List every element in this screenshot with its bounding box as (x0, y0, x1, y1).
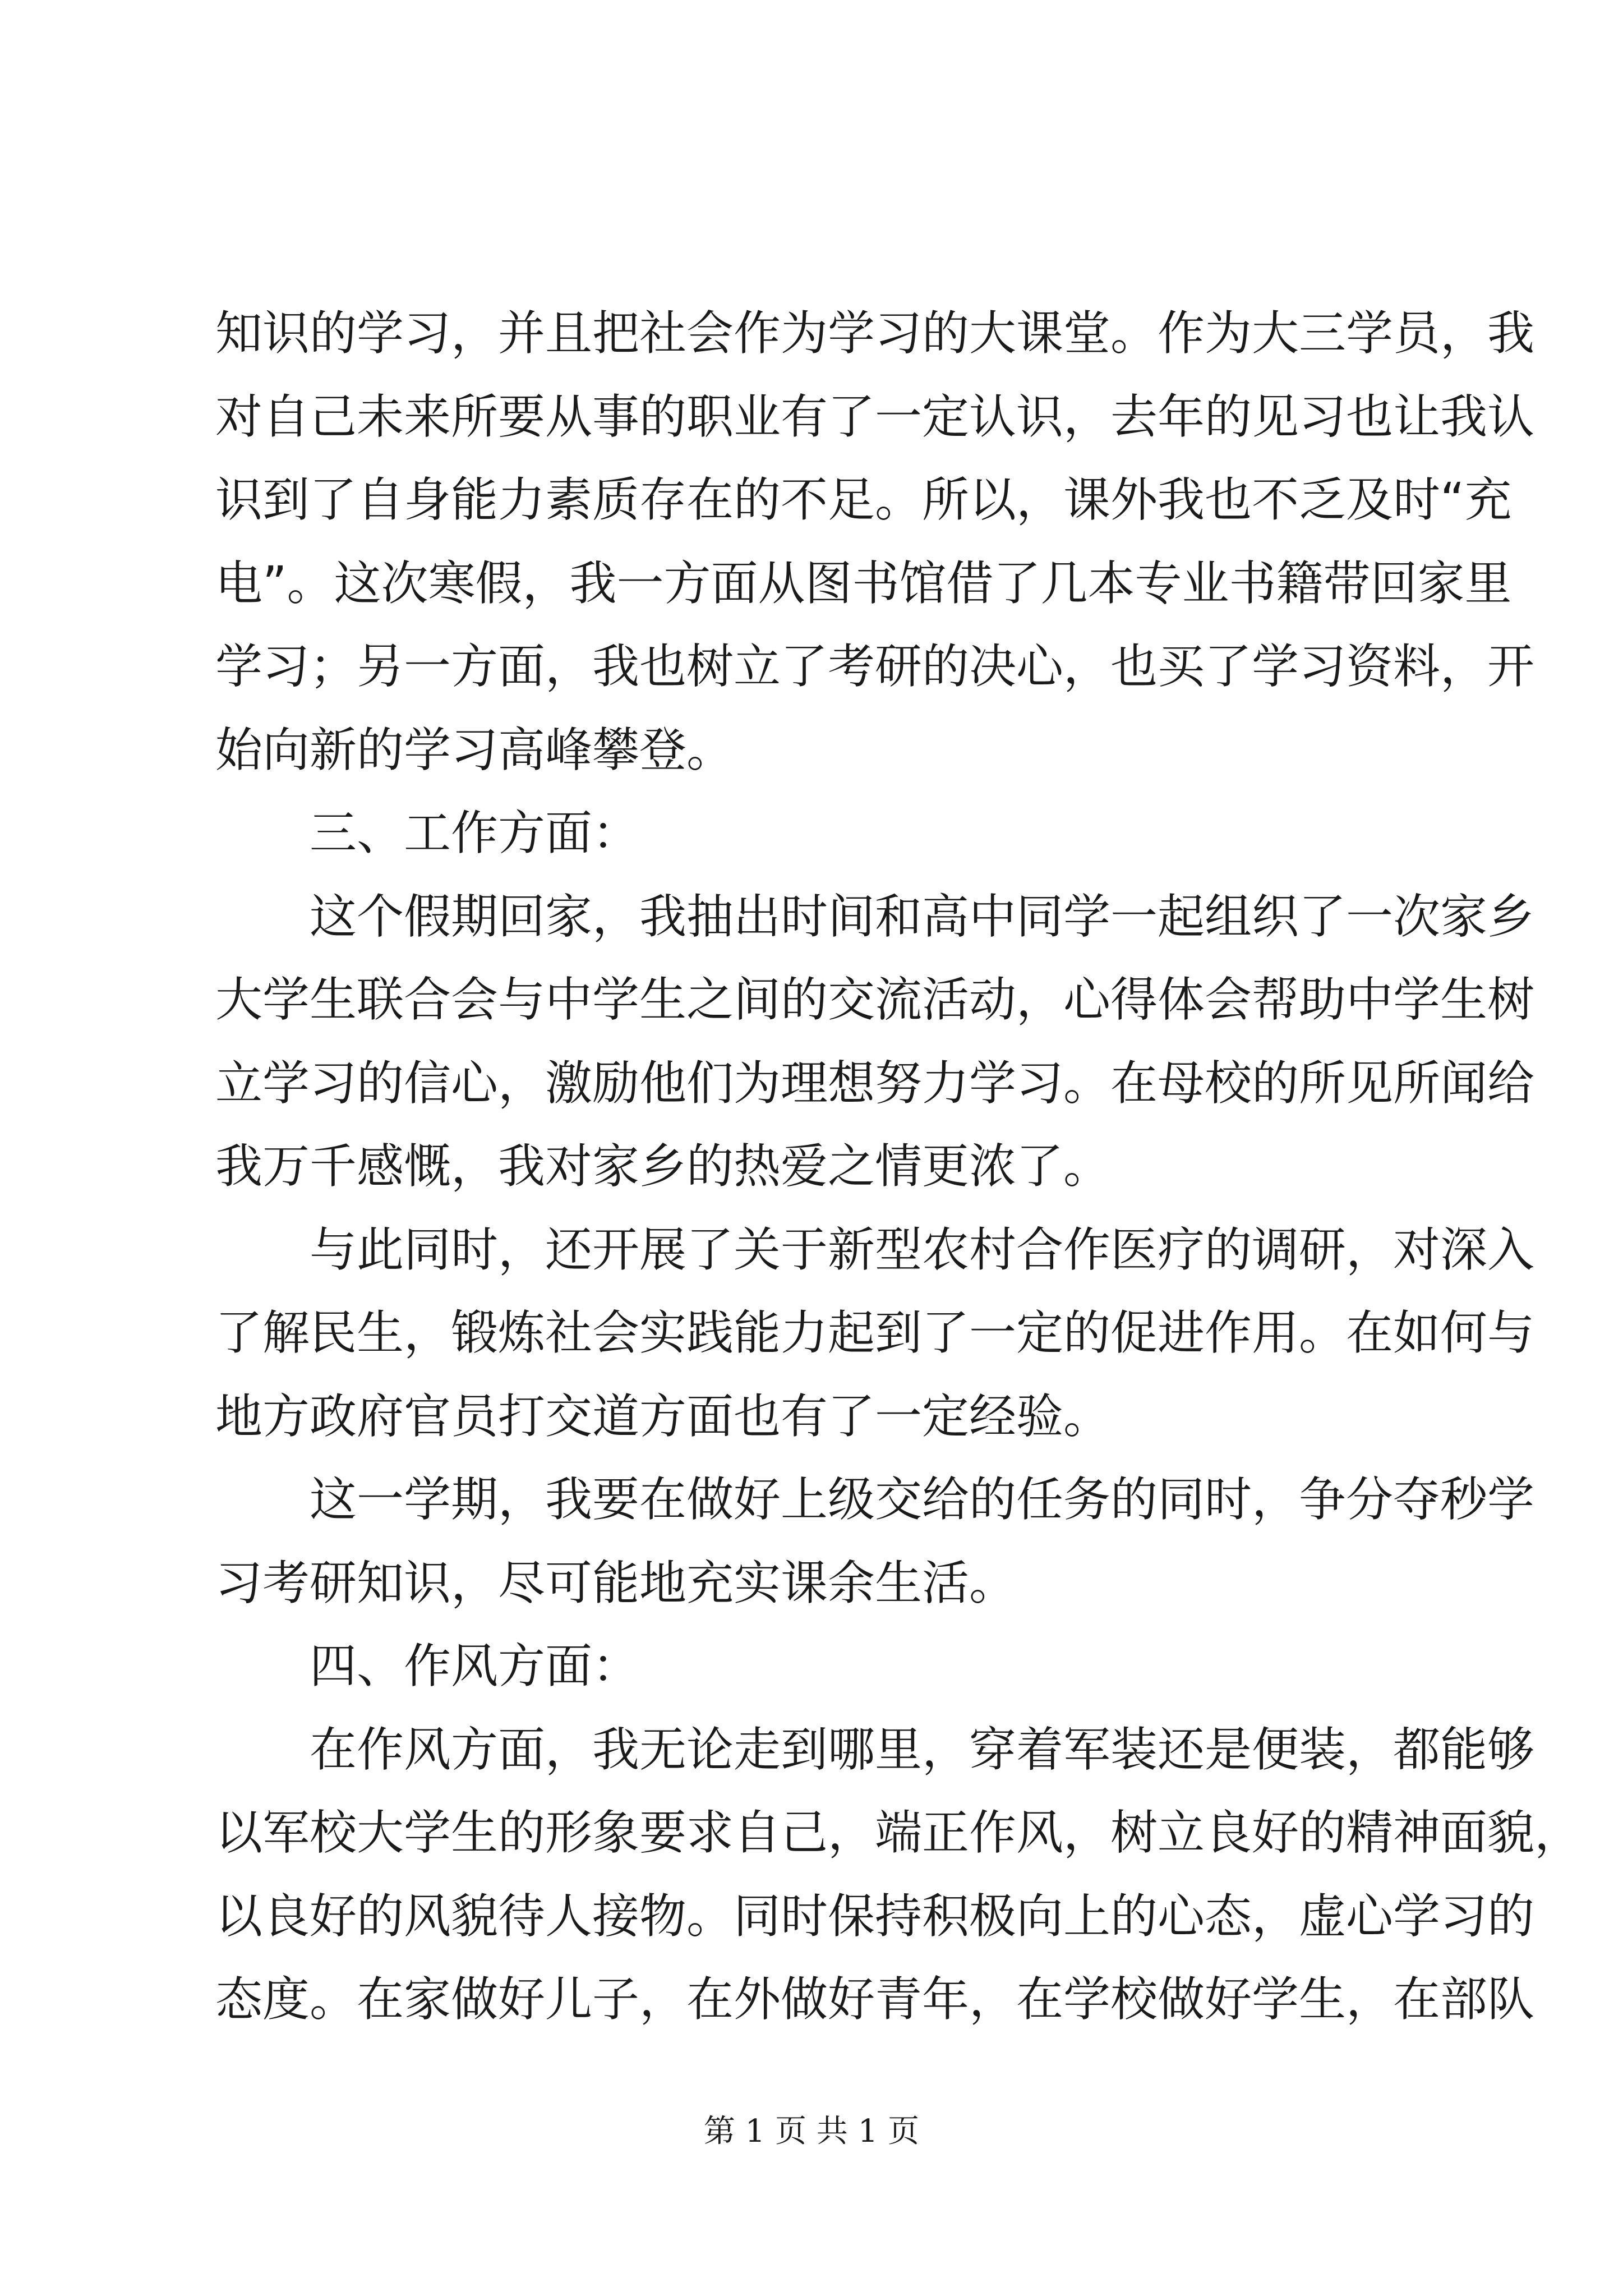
text-line: 这一学期，我要在做好上级交给的任务的同时，争分夺秒学 (310, 1472, 1535, 1527)
text-line: 我万千感慨，我对家乡的热爱之情更浓了。 (215, 1139, 1111, 1194)
text-line: 对自己未来所要从事的职业有了一定认识，去年的见习也让我认 (215, 389, 1535, 444)
text-line: 以良好的风貌待人接物。同时保持积极向上的心态，虚心学习的 (215, 1888, 1535, 1944)
text-line: 态度。在家做好儿子，在外做好青年，在学校做好学生，在部队 (215, 1972, 1535, 2027)
text-line: 了解民生，锻炼社会实践能力起到了一定的促进作用。在如何与 (215, 1305, 1535, 1360)
document-body (215, 292, 1582, 2041)
text-line: 地方政府官员打交道方面也有了一定经验。 (215, 1388, 1111, 1444)
text-line: 学习；另一方面，我也树立了考研的决心，也买了学习资料，开 (215, 639, 1535, 694)
page-footer: 第 1 页 共 1 页 (703, 2113, 920, 2150)
text-line: 四、作风方面： (310, 1639, 640, 1694)
text-line: 与此同时，还开展了关于新型农村合作医疗的调研，对深入 (310, 1222, 1535, 1277)
text-line: 以军校大学生的形象要求自己，端正作风，树立良好的精神面貌， (215, 1805, 1582, 1860)
text-line: 三、工作方面： (310, 806, 640, 861)
text-line: 始向新的学习高峰攀登。 (215, 722, 734, 777)
text-line: 立学习的信心，激励他们为理想努力学习。在母校的所见所闻给 (215, 1055, 1535, 1111)
text-line: 习考研知识，尽可能地充实课余生活。 (215, 1555, 1017, 1611)
text-line: 大学生联合会与中学生之间的交流活动，心得体会帮助中学生树 (215, 972, 1535, 1027)
text-line: 在作风方面，我无论走到哪里，穿着军装还是便装，都能够 (310, 1722, 1535, 1777)
text-line: 电”。这次寒假，我一方面从图书馆借了几本专业书籍带回家里 (215, 555, 1512, 611)
text-line: 这个假期回家，我抽出时间和高中同学一起组织了一次家乡 (310, 889, 1535, 944)
text-line: 知识的学习，并且把社会作为学习的大课堂。作为大三学员，我 (215, 306, 1535, 361)
text-line: 识到了自身能力素质存在的不足。所以，课外我也不乏及时“充 (215, 472, 1512, 527)
